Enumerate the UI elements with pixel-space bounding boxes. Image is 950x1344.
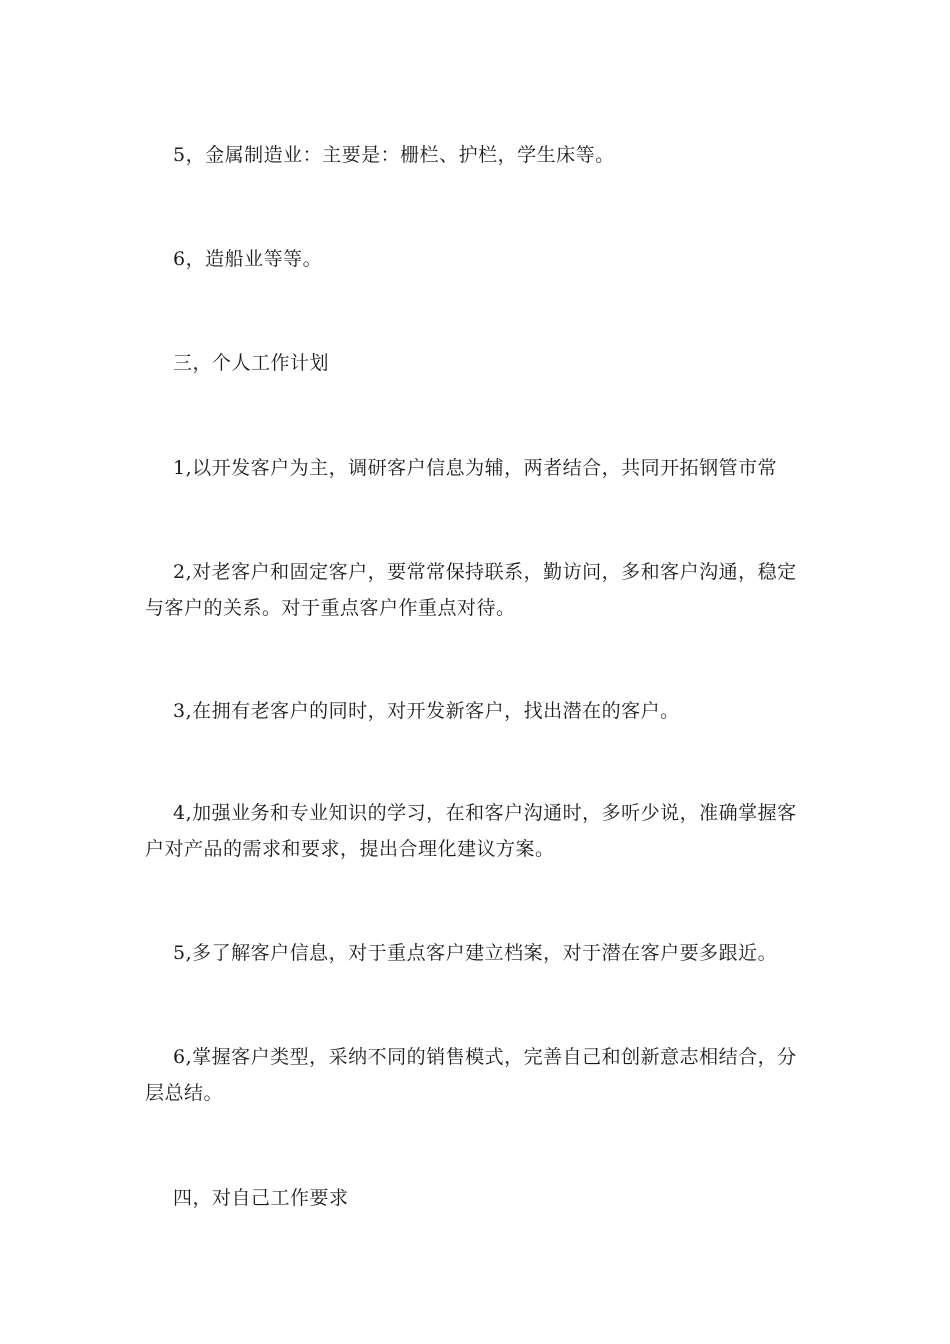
paragraph-plan-item-5: 5,多了解客户信息，对于重点客户建立档案，对于潜在客户要多跟近。	[173, 942, 778, 964]
paragraph-metal-manufacturing: 5，金属制造业：主要是：栅栏、护栏，学生床等。	[173, 144, 615, 166]
section-heading-work-plan: 三，个人工作计划	[173, 352, 330, 374]
paragraph-plan-item-3: 3,在拥有老客户的同时，对开发新客户，找出潜在的客户。	[173, 700, 680, 722]
paragraph-plan-item-4: 4,加强业务和专业知识的学习，在和客户沟通时，多听少说，准确掌握客户对产品的需求和要求，提出合理化建议方案。	[145, 802, 797, 860]
paragraph-plan-item-1: 1,以开发客户为主，调研客户信息为辅，两者结合，共同开拓钢管市常	[173, 457, 778, 479]
paragraph-shipbuilding: 6，造船业等等。	[173, 248, 323, 270]
paragraph-plan-item-6: 6,掌握客户类型，采纳不同的销售模式，完善自己和创新意志相结合，分层总结。	[145, 1046, 797, 1104]
section-heading-self-requirements: 四，对自己工作要求	[173, 1187, 349, 1209]
paragraph-plan-item-2: 2,对老客户和固定客户，要常常保持联系，勤访问，多和客户沟通，稳定与客户的关系。对于重点客户作重点对待。	[145, 561, 797, 619]
